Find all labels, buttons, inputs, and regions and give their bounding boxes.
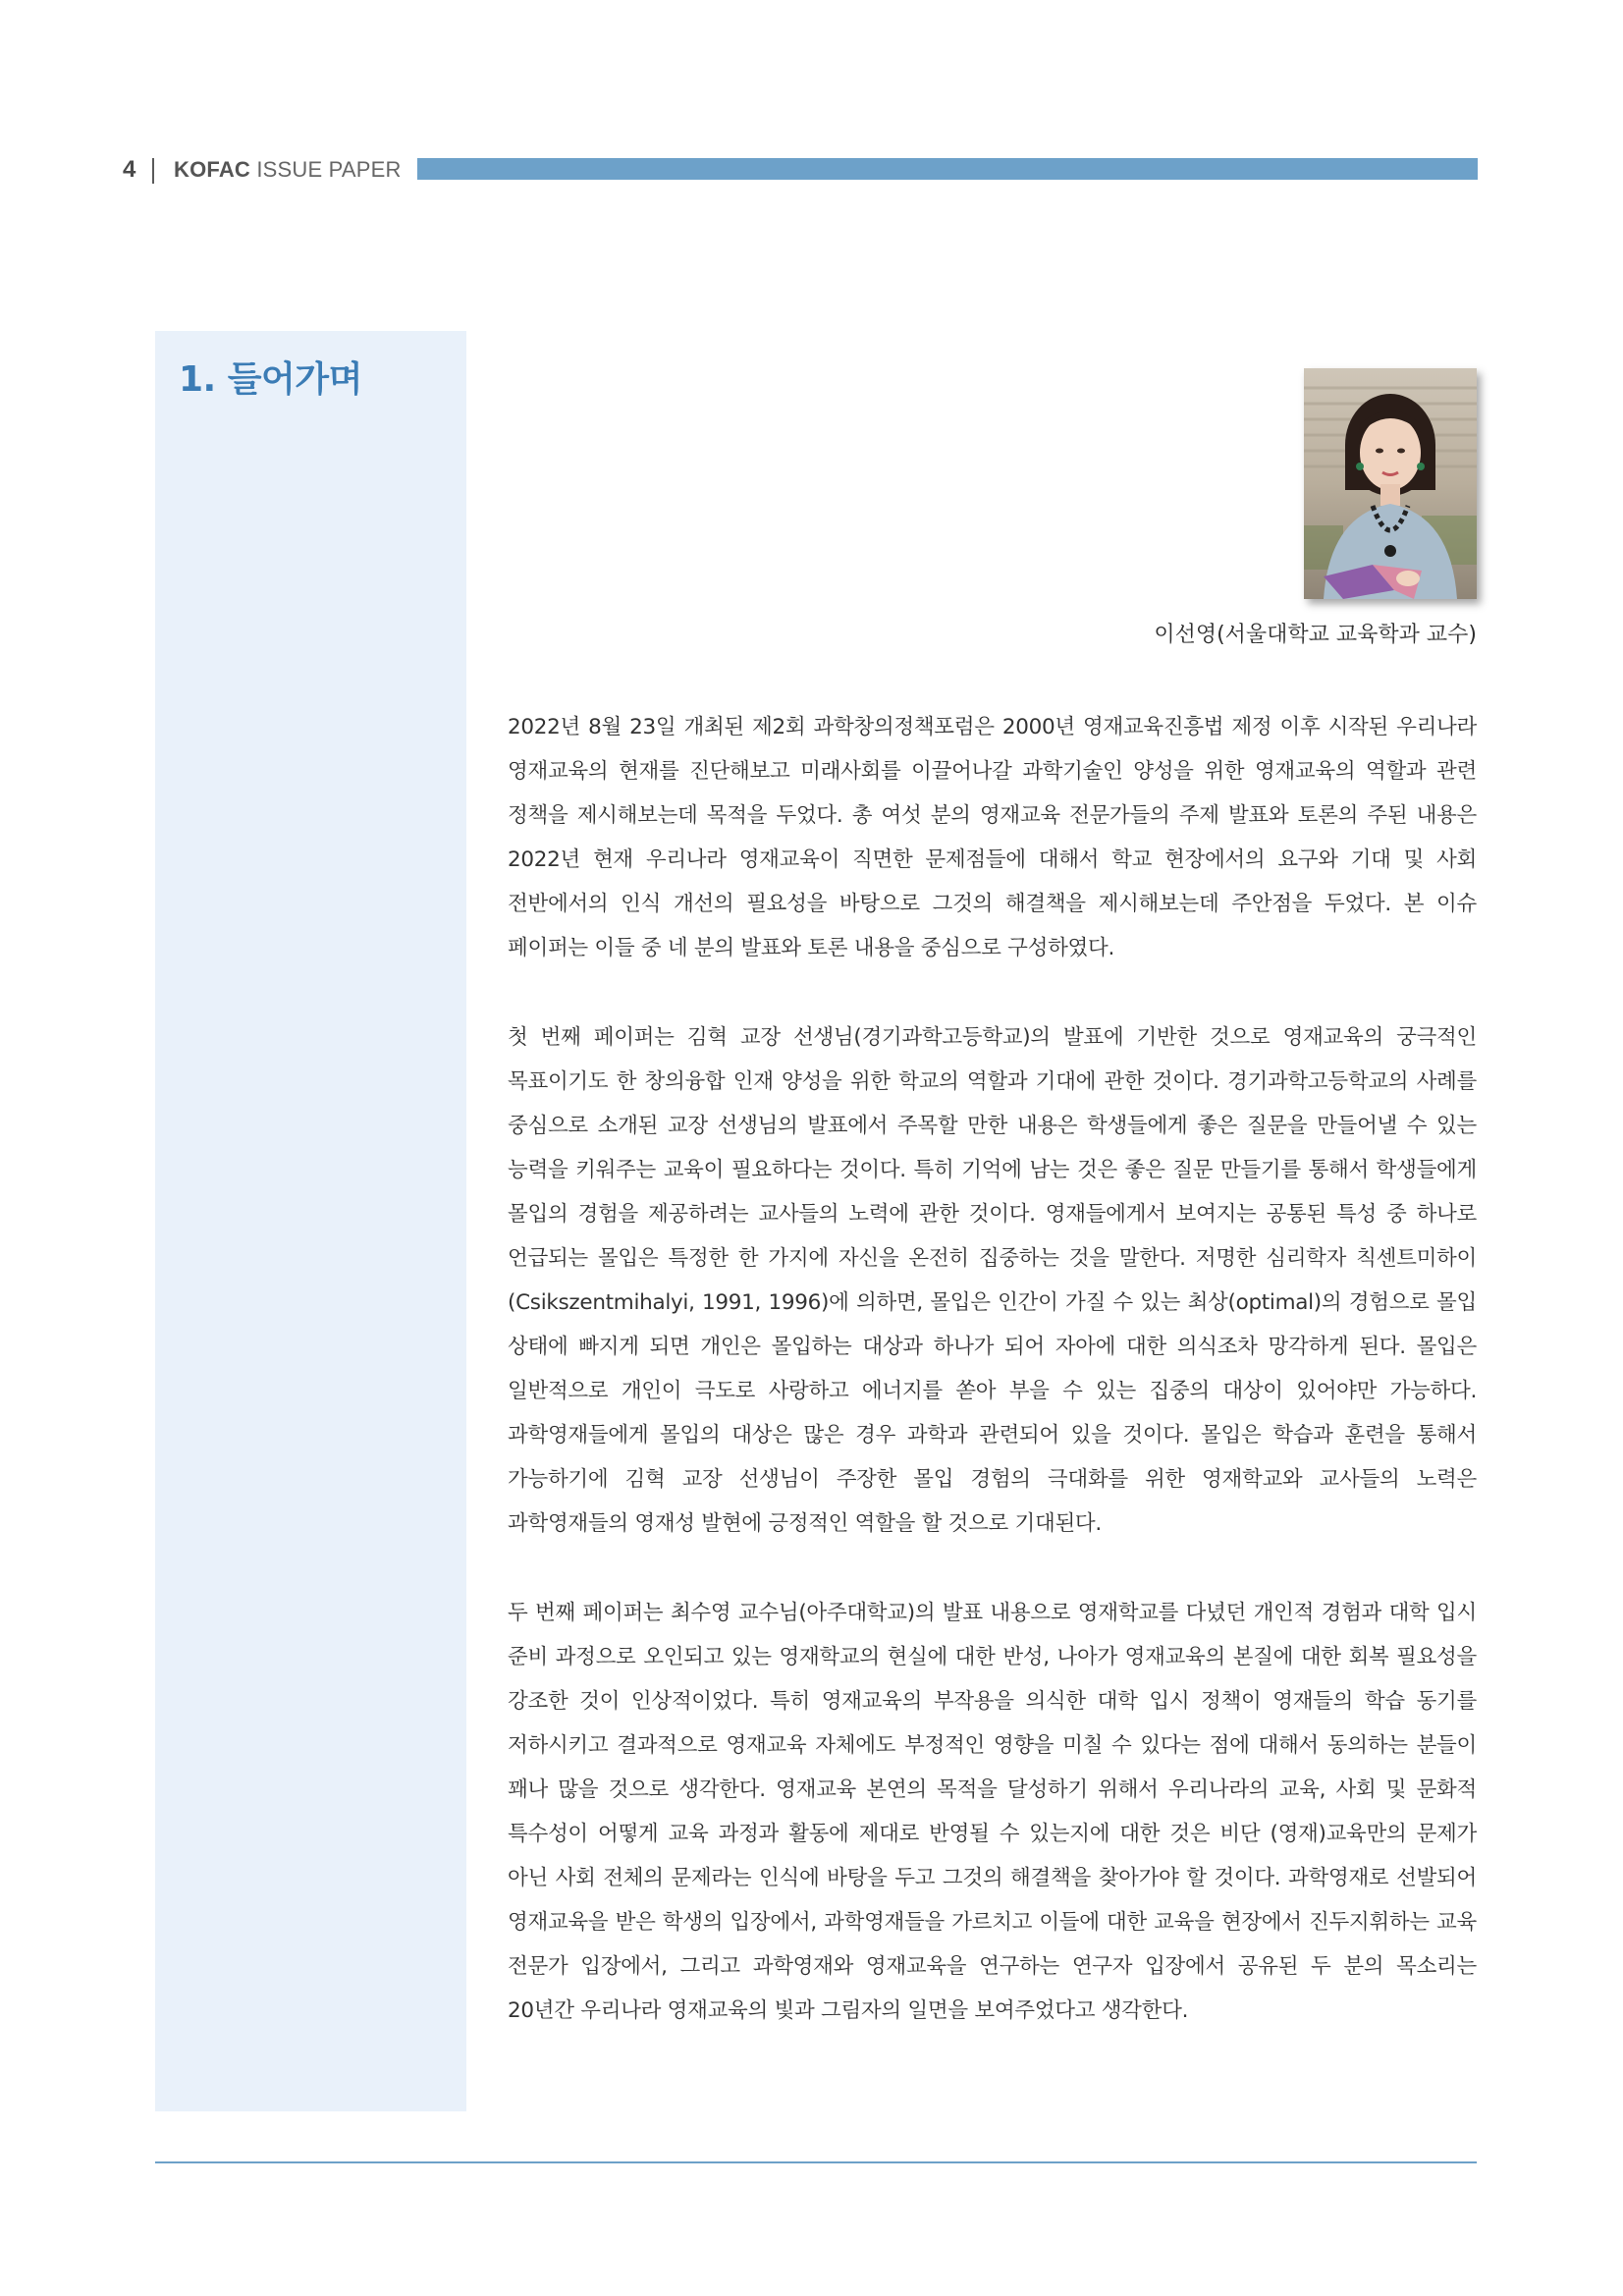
section-title: 1. 들어가며 (179, 359, 362, 400)
header-accent-bar (417, 158, 1478, 180)
author-portrait-icon (1304, 368, 1477, 599)
paragraph-first-paper: 첫 번째 페이퍼는 김혁 교장 선생님(경기과학고등학교)의 발표에 기반한 것으로 영재교육의 궁극적인 목표이기도 한 창의융합 인재 양성을 위한 학교의 역할과 기대에 관한 것이다. 경기과학고등학교의 사례를 중심으로 소개된 교장 선생님의 발표에서 주목할 만한 내용은 학생들에게 좋은 질문을 만들어낼 수 있는 능력을 키워주는 교육이 필요하다는 것이다. 특히 기억에 남는 것은 좋은 질문 만들기를 통해서 학생들에게 몰입의 경험을 제공하려는 교사들의 노력에 관한 것이다. 영재들에게서 보여지는 공통된 특성 중 하나로 언급되는 몰입은 특정한 한 가지에 자신을 온전히 집중하는 것을 말한다. 저명한 심리학자 칙센트미하이(Csikszentmihalyi, 1991, 1996)에 의하면, 몰입은 인간이 가질 수 있는 최상(optimal)의 경험으로 몰입 상태에 빠지게 되면 개인은 몰입하는 대상과 하나가 되어 자아에 대한 의식조차 망각하게 된다. 몰입은 일반적으로 개인이 극도로 사랑하고 에너지를 쏟아 부을 수 있는 집중의 대상이 있어야만 가능하다. 과학영재들에게 몰입의 대상은 많은 경우 과학과 관련되어 있을 것이다. 몰입은 학습과 훈련을 통해서 가능하기에 김혁 교장 선생님이 주장한 몰입 경험의 극대화를 위한 영재학교와 교사들의 노력은 과학영재들의 영재성 발현에 긍정적인 역할을 할 것으로 기대된다. (508, 1025, 1477, 1536)
publication-title (174, 155, 402, 185)
page-number: 4 (123, 156, 136, 183)
page-header (123, 155, 1478, 185)
body-content (508, 705, 1477, 2078)
brand-name: KOFAC (174, 157, 250, 182)
section-panel (155, 331, 466, 2111)
paragraph-intro: 2022년 8월 23일 개최된 제2회 과학창의정책포럼은 2000년 영재교육진흥법 제정 이후 시작된 우리나라 영재교육의 현재를 진단해보고 미래사회를 이끌어나갈 과학기술인 양성을 위한 영재교육의 역할과 관련 정책을 제시해보는데 목적을 두었다. 총 여섯 분의 영재교육 전문가들의 주제 발표와 토론의 주된 내용은 2022년 현재 우리나라 영재교육이 직면한 문제점들에 대해서 학교 현장에서의 요구와 기대 및 사회 전반에서의 인식 개선의 필요성을 바탕으로 그것의 해결책을 제시해보는데 주안점을 두었다. 본 이슈 페이퍼는 이들 중 네 분의 발표와 토론 내용을 중심으로 구성하였다. (508, 715, 1477, 960)
author-photo (1304, 368, 1477, 599)
header-divider (152, 158, 154, 184)
author-caption: 이선영(서울대학교 교육학과 교수) (1154, 623, 1477, 647)
footer-rule (155, 2161, 1477, 2163)
paragraph-second-paper: 두 번째 페이퍼는 최수영 교수님(아주대학교)의 발표 내용으로 영재학교를 다녔던 개인적 경험과 대학 입시 준비 과정으로 오인되고 있는 영재학교의 현실에 대한 반성, 나아가 영재교육의 본질에 대한 회복 필요성을 강조한 것이 인상적이었다. 특히 영재교육의 부작용을 의식한 대학 입시 정책이 영재들의 학습 동기를 저하시키고 결과적으로 영재교육 자체에도 부정적인 영향을 미칠 수 있다는 점에 대해서 동의하는 분들이 꽤나 많을 것으로 생각한다. 영재교육 본연의 목적을 달성하기 위해서 우리나라의 교육, 사회 및 문화적 특수성이 어떻게 교육 과정과 활동에 제대로 반영될 수 있는지에 대한 것은 비단 (영재)교육만의 문제가 아닌 사회 전체의 문제라는 인식에 바탕을 두고 그것의 해결책을 찾아가야 할 것이다. 과학영재로 선발되어 영재교육을 받은 학생의 입장에서, 과학영재들을 가르치고 이들에 대한 교육을 현장에서 진두지휘하는 교육 전문가 입장에서, 그리고 과학영재와 영재교육을 연구하는 연구자 입장에서 공유된 두 분의 목소리는 20년간 우리나라 영재교육의 빛과 그림자의 일면을 보여주었다고 생각한다. (508, 1601, 1477, 2023)
publication-name: ISSUE PAPER (256, 157, 402, 182)
